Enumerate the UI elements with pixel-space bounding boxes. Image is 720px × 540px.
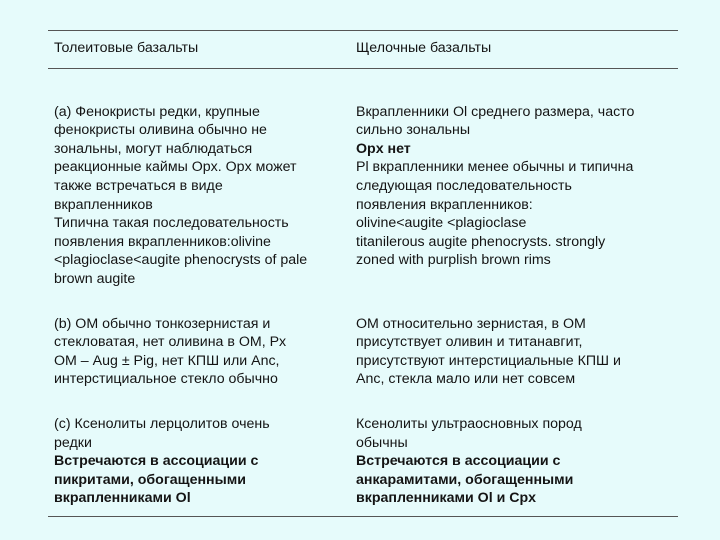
cell-text-line: редки bbox=[54, 434, 92, 451]
cell-text-line: zoned with purplish brown rims bbox=[356, 252, 551, 269]
cell-tholeiitic bbox=[48, 315, 354, 389]
cell-alkaline bbox=[354, 103, 678, 289]
cell-text-line: вкрапленниками Ol bbox=[54, 490, 191, 507]
cell-alkaline bbox=[354, 315, 678, 389]
cell-text-line: <plagioclase<augite phenocrysts of pale bbox=[54, 252, 308, 269]
cell-text-line: вкрапленников bbox=[54, 196, 153, 213]
cell-text-line: (c) Ксенолиты лерцолитов очень bbox=[54, 415, 270, 432]
cell-text-line: сильно зональны bbox=[356, 122, 471, 139]
cell-text-line: ОМ относительно зернистая, в ОМ bbox=[356, 315, 586, 332]
header-alkaline-basalts: Щелочные базальты bbox=[356, 40, 492, 56]
cell-text-line: появления вкрапленников: bbox=[356, 196, 533, 213]
table-body bbox=[48, 69, 678, 516]
cell-text-line: стекловатая, нет оливина в ОМ, Px bbox=[54, 334, 287, 351]
cell-text-line: зональны, могут наблюдаться bbox=[54, 140, 253, 157]
cell-text-line: titanilerous augite phenocrysts. strongly bbox=[356, 233, 606, 250]
cell-text-line: Типична такая последовательность bbox=[54, 215, 289, 232]
cell-text-line: обычны bbox=[356, 434, 408, 451]
cell-text-line: Ксенолиты ультраосновных пород bbox=[356, 415, 582, 432]
cell-alkaline bbox=[354, 415, 678, 508]
cell-text-line: реакционные каймы Opx. Opx может bbox=[54, 159, 297, 176]
row-phenocrysts bbox=[48, 69, 678, 289]
cell-text-line: следующая последовательность bbox=[356, 177, 572, 194]
cell-text-line: Pl вкрапленники менее обычны и типична bbox=[356, 159, 634, 176]
cell-text-line: Встречаются в ассоциации с bbox=[54, 453, 259, 470]
cell-text-line: Anc, стекла мало или нет совсем bbox=[356, 371, 576, 388]
cell-text-line: пикритами, обогащенными bbox=[54, 471, 246, 488]
cell-text-line: (a) Фенокристы редки, крупные bbox=[54, 103, 260, 120]
cell-text-line: фенокристы оливина обычно не bbox=[54, 122, 267, 139]
cell-text-line: также встречаться в виде bbox=[54, 177, 223, 194]
cell-text-line: Opx нет bbox=[356, 140, 411, 157]
cell-text-line: вкрапленниками Ol и Cpx bbox=[356, 490, 537, 507]
cell-text-line: olivine<augite <plagioclase bbox=[356, 215, 527, 232]
cell-text-line: (b) ОМ обычно тонкозернистая и bbox=[54, 315, 271, 332]
cell-text-line: присутствуют интерстициальные КПШ и bbox=[356, 352, 621, 369]
cell-text-line: Встречаются в ассоциации с bbox=[356, 453, 561, 470]
cell-tholeiitic bbox=[48, 103, 354, 289]
cell-text-line: анкарамитами, обогащенными bbox=[356, 471, 574, 488]
cell-text-line: Вкрапленники Ol среднего размера, часто bbox=[356, 103, 635, 120]
cell-text-line: присутствует оливин и титанавгит, bbox=[356, 334, 583, 351]
cell-tholeiitic bbox=[48, 415, 354, 508]
cell-text-line: brown augite bbox=[54, 270, 136, 287]
cell-text-line: ОМ – Aug ± Pig, нет КПШ или Anc, bbox=[54, 352, 280, 369]
row-xenoliths bbox=[48, 389, 678, 516]
comparison-table bbox=[48, 30, 678, 517]
row-groundmass bbox=[48, 289, 678, 389]
table-bottom-rule bbox=[48, 516, 678, 517]
table-header-row bbox=[48, 31, 678, 68]
cell-text-line: интерстициальное стекло обычно bbox=[54, 371, 278, 388]
cell-text-line: появления вкрапленников:olivine bbox=[54, 233, 271, 250]
header-tholeiitic-basalts: Толеитовые базальты bbox=[54, 40, 199, 56]
